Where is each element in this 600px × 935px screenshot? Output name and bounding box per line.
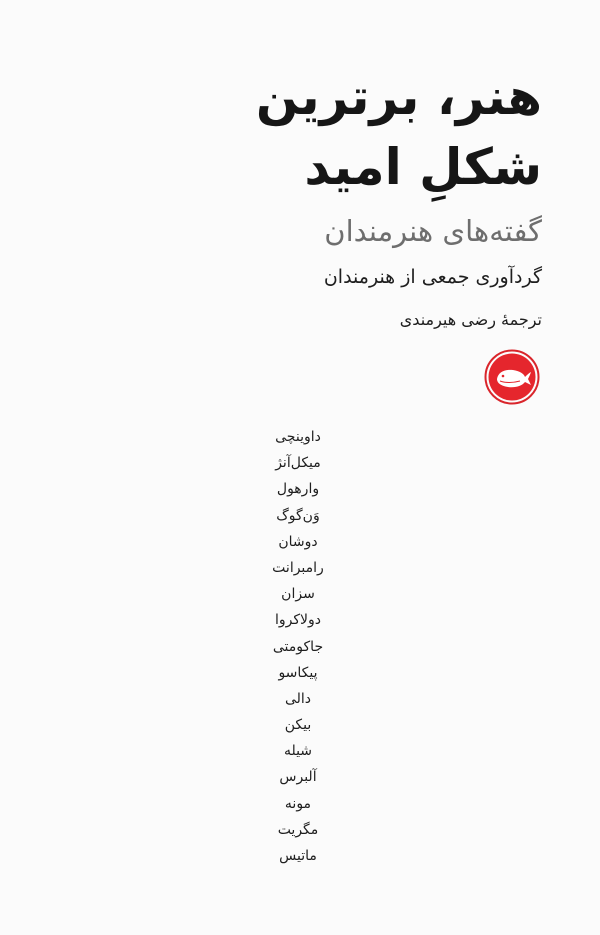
artist-name: مگریت (277, 821, 319, 838)
whale-icon (484, 349, 540, 405)
artist-name: پیکاسو (278, 664, 318, 681)
compiler-credit: گردآوری جمعی از هنرمندان (323, 266, 542, 288)
title-line-2: شکلِ امید (304, 138, 542, 196)
book-subtitle: گفته‌های هنرمندان (324, 214, 542, 248)
artist-name: رامبرانت (272, 559, 324, 576)
artist-name: دالی (284, 690, 312, 707)
title-line-1: هنر، برترین (255, 68, 542, 126)
translator-credit: ترجمهٔ رضی هیرمندی (399, 310, 542, 329)
artist-name: آلبرس (279, 769, 317, 786)
artist-name: بیکن (284, 717, 312, 734)
artist-name: جاکومتی (272, 638, 324, 655)
artist-name: شیله (283, 743, 313, 760)
book-title (256, 62, 542, 202)
artist-name: مونه (284, 795, 312, 812)
artist-name: وَن‌گوگ (276, 507, 320, 524)
artist-name: میکل‌آنژ (275, 455, 321, 472)
artist-name: داوینچی (275, 429, 321, 445)
artist-name: دوشان (278, 533, 318, 550)
artist-name: وارهول (276, 481, 320, 498)
artist-name: سزان (281, 586, 315, 603)
artist-name: ماتیس (279, 848, 317, 864)
artist-list (250, 424, 346, 869)
artist-name: دولاکروا (274, 612, 322, 629)
